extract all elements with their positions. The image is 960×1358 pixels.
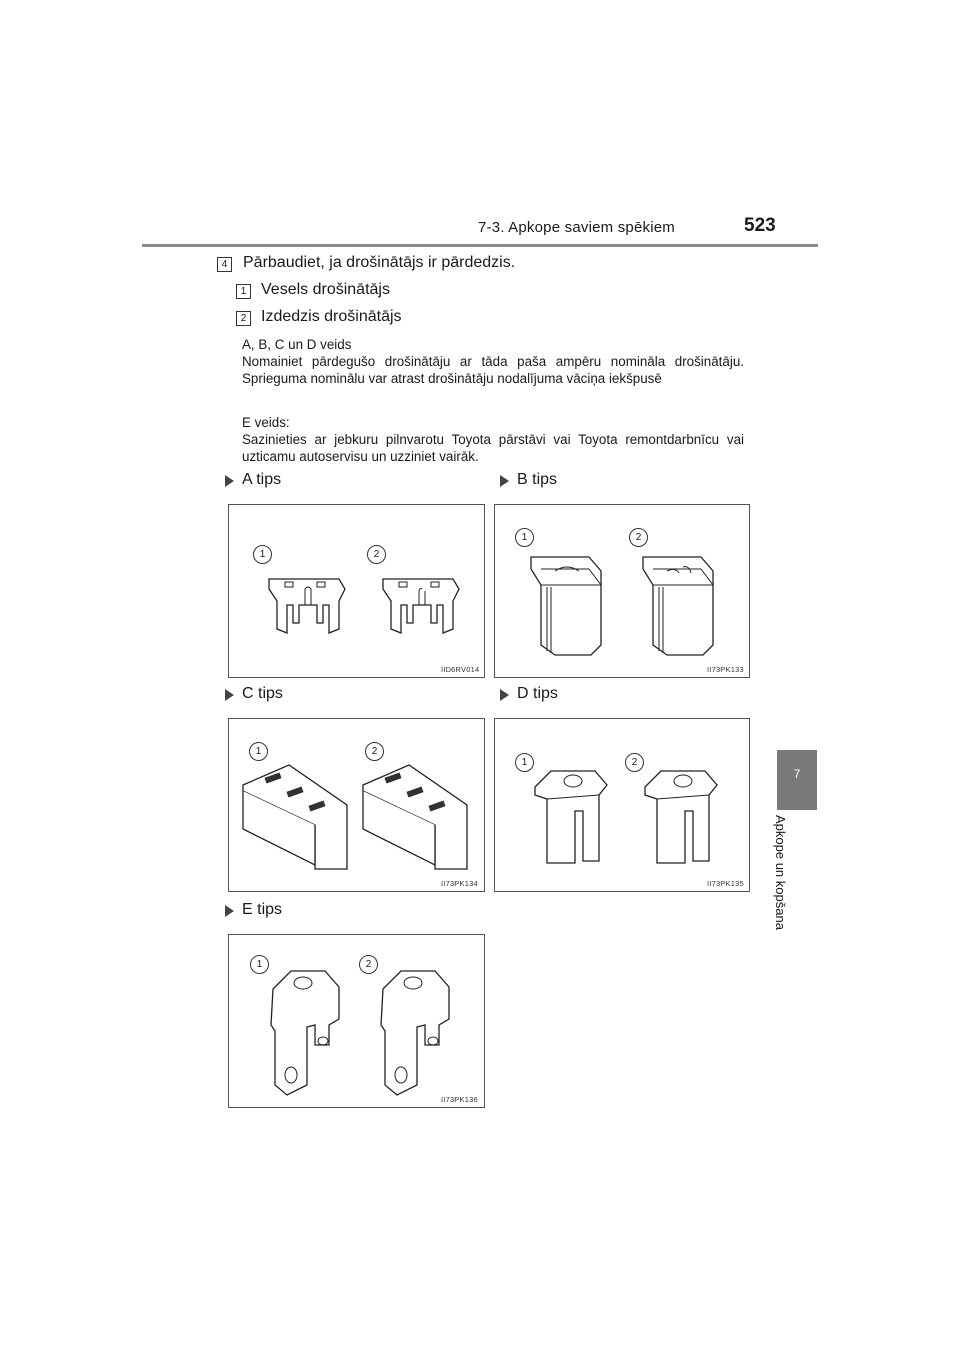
- figure-code: II73PK133: [707, 665, 744, 674]
- figure-label-a: A tips: [242, 471, 282, 488]
- callout-good: 1: [250, 955, 269, 974]
- figure-c-frame: [228, 718, 485, 892]
- callout-blown: 2: [359, 955, 378, 974]
- item-number-box: 1: [236, 284, 251, 299]
- figure-label-e: E tips: [242, 901, 283, 918]
- callout-blown: 2: [629, 528, 648, 547]
- figure-e-frame: [228, 934, 485, 1108]
- figure-code: II73PK136: [441, 1095, 478, 1104]
- section-title: 7-3. Apkope saviem spēkiem: [478, 219, 675, 236]
- large-cartridge-fuse-illustration: [229, 719, 486, 893]
- triangle-bullet-icon: [225, 475, 234, 487]
- figure-d-frame: [494, 718, 750, 892]
- callout-good: 1: [515, 753, 534, 772]
- callout-blown: 2: [367, 545, 386, 564]
- triangle-bullet-icon: [225, 905, 234, 917]
- item-label-good-fuse: Vesels drošinātājs: [261, 281, 390, 298]
- note-text-abcd: Nomainiet pārdegušo drošinātāju ar tāda paša ampēru nomināla drošinātāju. Sprieguma nominālu var atrast drošinātāju nodalījuma vāciņa iekšpusē: [242, 354, 744, 386]
- note-heading-e: E veids:: [242, 415, 290, 430]
- figure-label-c: C tips: [242, 685, 283, 702]
- item-label-blown-fuse: Izdedzis drošinātājs: [261, 308, 402, 325]
- pal-fuse-illustration: [495, 719, 751, 893]
- callout-blown: 2: [625, 753, 644, 772]
- triangle-bullet-icon: [500, 475, 509, 487]
- header-divider: [142, 244, 818, 247]
- note-heading-abcd: A, B, C un D veids: [242, 337, 352, 352]
- triangle-bullet-icon: [500, 689, 509, 701]
- figure-b-frame: [494, 504, 750, 678]
- callout-good: 1: [249, 742, 268, 761]
- figure-code: II73PK134: [441, 879, 478, 888]
- figure-code: II73PK135: [707, 879, 744, 888]
- callout-blown: 2: [365, 742, 384, 761]
- page-number: 523: [744, 215, 776, 236]
- chapter-title: Apkope un kopšana: [773, 815, 788, 930]
- step-number-box: 4: [217, 257, 232, 272]
- note-text-e: Sazinieties ar jebkuru pilnvarotu Toyota pārstāvi vai Toyota remontdarbnīcu vai uzticamu autoservisu un uzziniet vairāk.: [242, 432, 744, 464]
- figure-code: IID6RV014: [441, 665, 480, 674]
- figure-a-frame: [228, 504, 485, 678]
- callout-good: 1: [515, 528, 534, 547]
- figure-label-b: B tips: [517, 471, 558, 488]
- chapter-tab: [777, 750, 817, 810]
- bolt-in-fuse-illustration: [229, 935, 486, 1109]
- chapter-title-vertical: [773, 815, 806, 965]
- chapter-number: 7: [793, 767, 801, 781]
- step-instruction: Pārbaudiet, ja drošinātājs ir pārdedzis.: [243, 254, 516, 271]
- item-number-box: 2: [236, 311, 251, 326]
- cartridge-fuse-illustration: [495, 505, 751, 679]
- triangle-bullet-icon: [225, 689, 234, 701]
- figure-label-d: D tips: [517, 685, 558, 702]
- callout-good: 1: [253, 545, 272, 564]
- blade-fuse-illustration: [229, 505, 486, 679]
